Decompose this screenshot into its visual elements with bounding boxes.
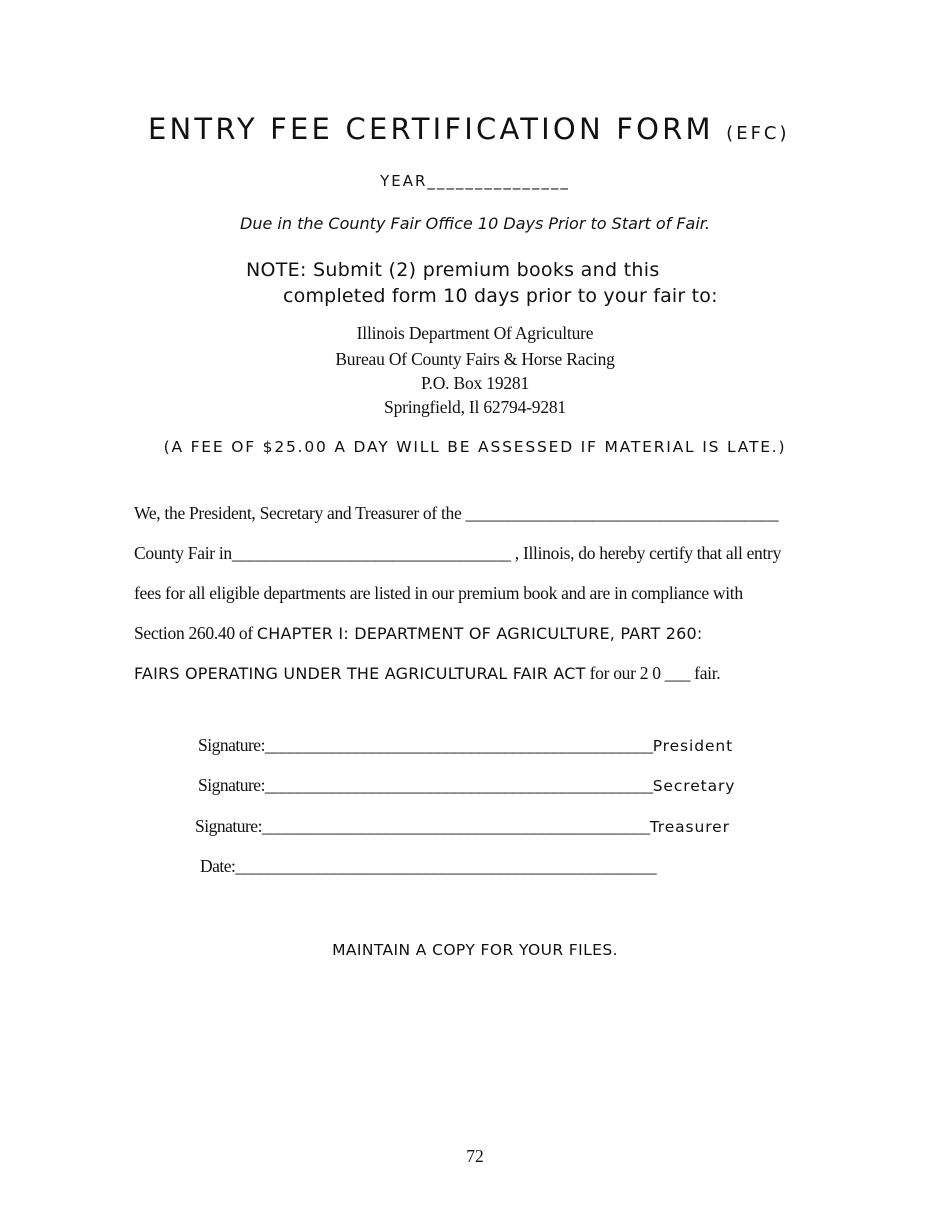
address-line-2: Bureau Of County Fairs & Horse Racing xyxy=(335,349,615,369)
certification-line-4 xyxy=(134,623,702,644)
due-notice: Due in the County Fair Office 10 Days Prior to Start of Fair. xyxy=(240,214,710,233)
address-line-3: P.O. Box 19281 xyxy=(420,373,530,393)
maintain-copy-note: MAINTAIN A COPY FOR YOUR FILES. xyxy=(332,941,618,959)
certification-line-3: fees for all eligible departments are listed in our premium book and are in compliance with xyxy=(134,583,743,603)
fair-year-blank: for our 2 0 ___ fair. xyxy=(585,663,721,683)
secretary-signature-line xyxy=(198,775,735,796)
section-reference: Section 260.40 of xyxy=(134,623,257,643)
chapter-reference: CHAPTER I: DEPARTMENT OF AGRICULTURE, PART 260: xyxy=(256,624,703,643)
treasurer-signature-line xyxy=(195,816,730,837)
signature-field: Signature:_______________________________________________ xyxy=(198,735,653,755)
signature-field: Signature:_______________________________________________ xyxy=(198,775,653,795)
certification-line-1: We, the President, Secretary and Treasurer of the _____________________________________ xyxy=(134,503,779,523)
address-line-1: Illinois Department Of Agriculture xyxy=(356,323,594,343)
form-title-abbr: (EFC) xyxy=(726,123,790,144)
year-field: YEAR_______________ xyxy=(380,172,570,190)
date-line: Date:___________________________________________________ xyxy=(200,856,657,876)
treasurer-role-label: Treasurer xyxy=(649,818,730,836)
certification-line-5 xyxy=(134,663,720,684)
note-line-2: completed form 10 days prior to your fair to: xyxy=(283,285,718,307)
secretary-role-label: Secretary xyxy=(652,777,736,795)
address-line-4: Springfield, Il 62794-9281 xyxy=(384,397,566,417)
late-fee-notice: (A FEE OF $25.00 A DAY WILL BE ASSESSED IF MATERIAL IS LATE.) xyxy=(163,438,787,456)
act-reference: FAIRS OPERATING UNDER THE AGRICULTURAL FAIR ACT xyxy=(134,664,586,683)
certification-line-2: County Fair in_________________________________ , Illinois, do hereby certify that all entry xyxy=(134,543,782,563)
president-signature-line xyxy=(198,735,733,756)
signature-field: Signature:_______________________________________________ xyxy=(195,816,650,836)
page-number: 72 xyxy=(466,1146,484,1166)
president-role-label: President xyxy=(652,737,734,755)
form-title-text: ENTRY FEE CERTIFICATION FORM xyxy=(148,112,714,146)
note-line-1: NOTE: Submit (2) premium books and this xyxy=(246,259,660,281)
form-title xyxy=(148,112,790,146)
